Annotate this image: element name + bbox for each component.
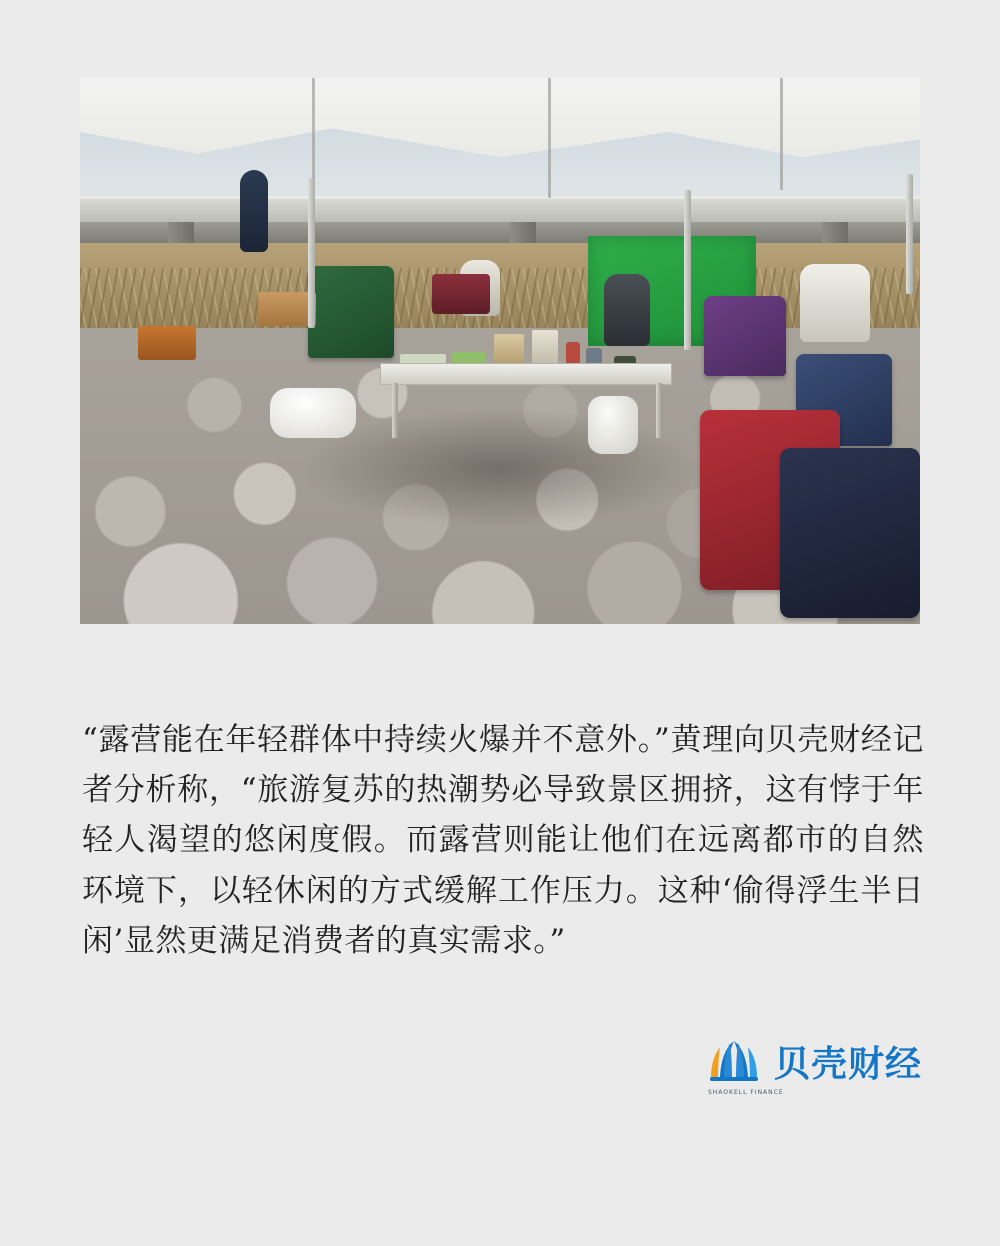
shell-fan-icon	[706, 1037, 784, 1096]
white-plastic-bag	[588, 396, 638, 454]
canopy-seam	[312, 78, 315, 186]
canopy-pole	[906, 174, 913, 294]
tent-shadow	[298, 408, 701, 528]
table-leg	[392, 383, 398, 438]
canopy-seam	[548, 78, 551, 198]
logo-pinyin: SHAOKELL FINANCE	[707, 1088, 784, 1096]
canopy-pole	[684, 190, 691, 350]
table-items	[390, 328, 660, 368]
camper-bending	[800, 264, 870, 342]
green-folding-chair	[308, 266, 394, 358]
red-cooler-bag	[432, 274, 490, 314]
navy-folding-chair	[780, 448, 920, 618]
camper-standing	[240, 170, 268, 252]
canopy-pole	[308, 178, 315, 328]
table-leg	[656, 383, 662, 438]
logo-wordmark: 贝壳财经	[773, 1044, 922, 1085]
canopy-seam	[780, 78, 783, 190]
orange-crate	[138, 326, 196, 360]
folding-camp-table	[380, 363, 672, 385]
brand-logo	[706, 1036, 922, 1096]
purple-folding-chair	[704, 296, 786, 376]
white-plastic-bag	[270, 388, 356, 438]
article-photo	[80, 78, 920, 624]
bridge-underside	[80, 222, 920, 244]
article-paragraph: “露营能在年轻群体中持续火爆并不意外。”黄理向贝壳财经记者分析称，“旅游复苏的热潮势必导致景区拥挤，这有悖于年轻人渴望的悠闲度假。而露营则能让他们在远离都市的自然环境下，以轻休闲的方式缓解工作压力。这种‘偷得浮生半日闲’显然更满足消费者的真实需求。”	[82, 722, 924, 959]
camping-scene-illustration	[80, 78, 920, 624]
